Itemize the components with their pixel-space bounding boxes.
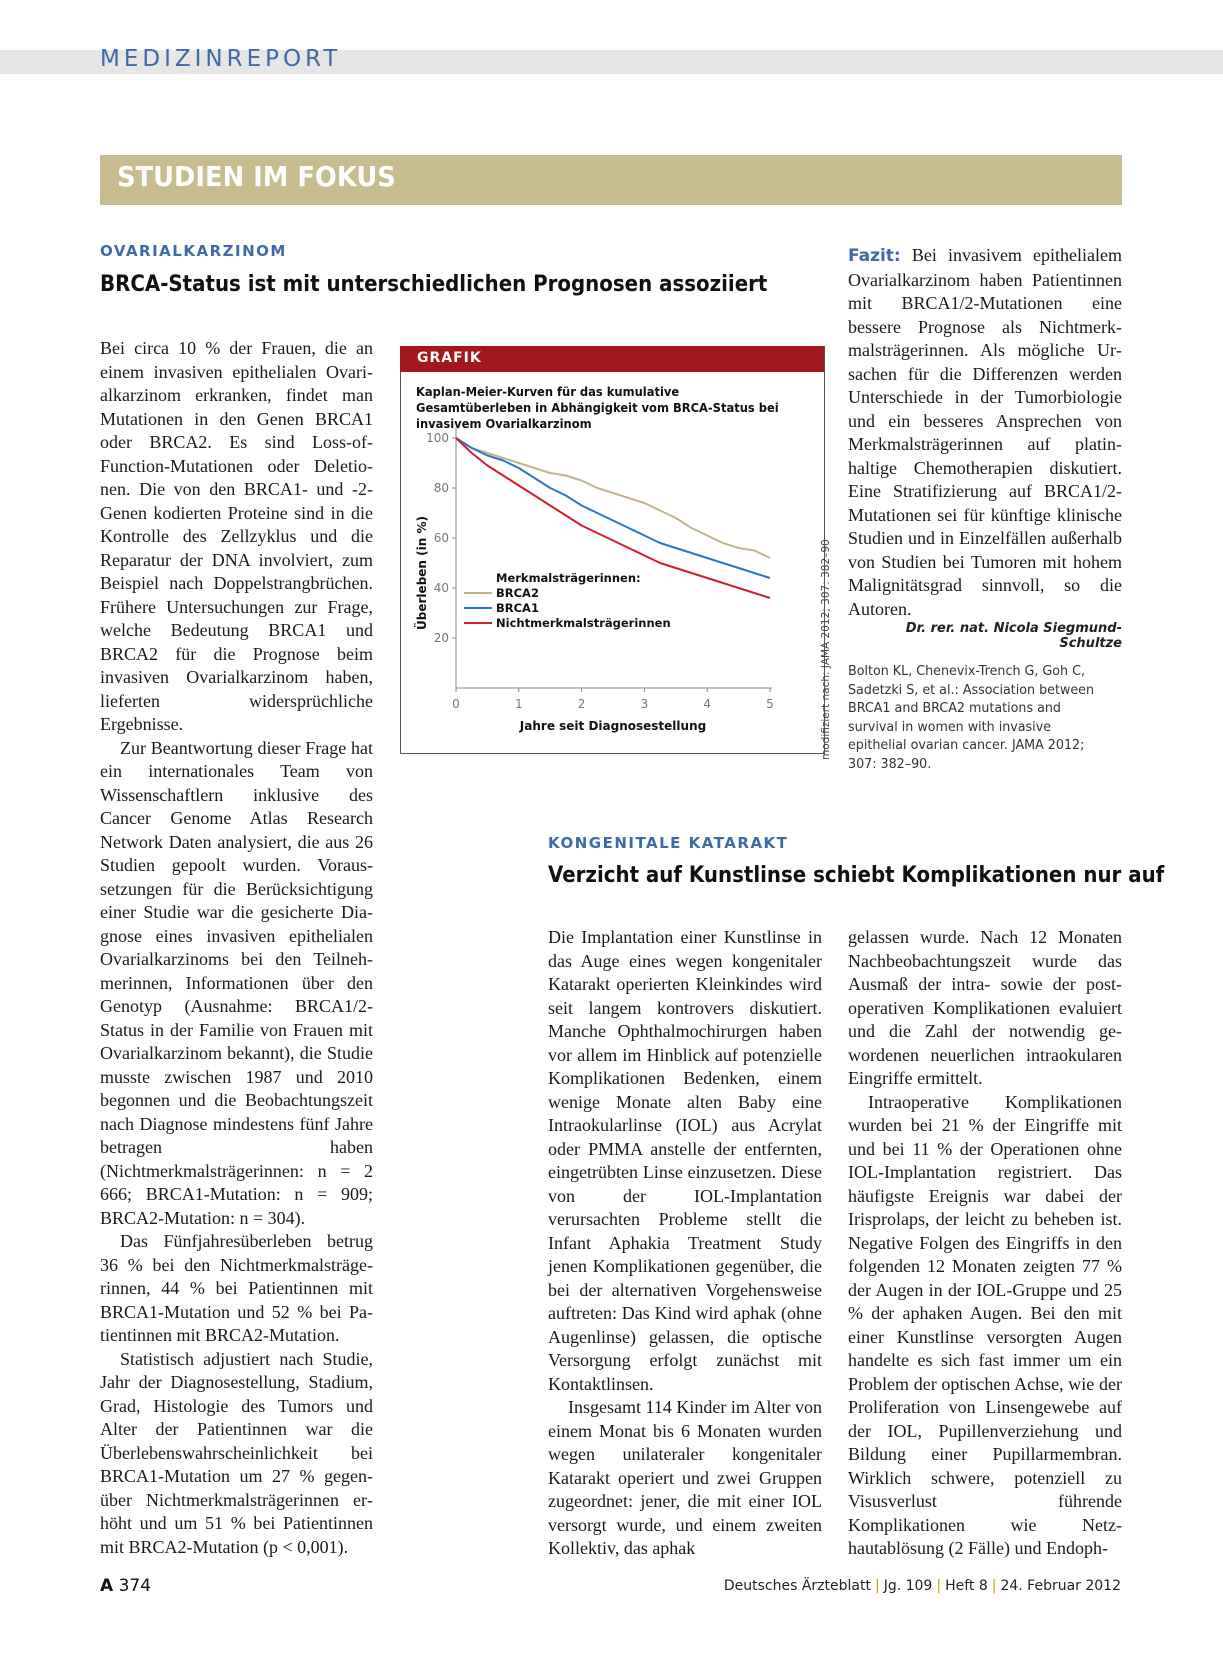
paragraph: Insgesamt 114 Kinder im Alter von einem Monat bis 6 Monaten wurden wegen unilateraler kongenitaler Katarakt operiert und zwei Gruppen zugeordnet: jener, die mit einer IOL versorgt wurde, und einem zweiten Kollektiv, das aphak — [548, 1397, 822, 1558]
page-letter: A — [100, 1576, 114, 1596]
article2-column-2 — [848, 926, 1122, 1561]
separator: | — [936, 1578, 942, 1594]
section-label: MEDIZINREPORT — [100, 46, 342, 72]
legend-label: BRCA1 — [496, 601, 539, 615]
chart-source: modifiziert nach: JAMA 2012; 307: 382–90 — [820, 539, 832, 760]
chart-caption: Kaplan-Meier-Kurven für das kumulative Gesamtüberleben in Abhängigkeit vom BRCA-Status bei invasivem Ovarialkarzinom — [416, 384, 779, 431]
article2-kicker: KONGENITALE KATARAKT — [548, 834, 789, 852]
y-tick-label: 60 — [433, 531, 449, 545]
y-axis-label: Überleben (in %) — [415, 516, 429, 630]
paragraph: Die Implantation einer Kunstlinse in das Auge eines wegen kongenitaler Katarakt operierten Kleinkindes wird seit langem kontrovers diskutiert. Manche Ophthalmochirurgen haben vor allem im Hinblick auf potenzielle Komplikationen Bedenken, einem wenige Monate alten Baby eine Intraokularlinse (IOL) aus Acrylat oder PMMA anstelle der entfernten, eingetrübten Linse einzusetzen. Diese von der IOL-Implantation verursachten Probleme stellt die Infant Aphakia Treatment Study jenen Komplikationen gegenüber, die bei der alternativen Vorgehensweise auftreten: Das Kind wird aphak (ohne Augenlinse) gelassen, die optische Versorgung erfolgt zunächst mit Kontaktlinsen. — [548, 927, 822, 1394]
journal-issue: Heft 8 — [945, 1578, 988, 1594]
y-tick-label: 20 — [433, 631, 449, 645]
legend-label: Nichtmerkmalsträgerinnen — [496, 616, 671, 630]
paragraph: gelassen wurde. Nach 12 Monaten Nachbeobachtungszeit wurde das Ausmaß der intra- sowie der postoperativen Komplikationen evaluiert und die Zahl der notwendig gewordenen neuerlichen intraokularen Eingriffe ermittelt. — [848, 927, 1122, 1088]
paragraph: Zur Beantwortung dieser Frage hat ein internationales Team von Wissenschaftlern inklusive des Cancer Genome Atlas Research Network Daten analysiert, die aus 26 Studien gepoolt wurden. Voraussetzungen für die Berücksichtigung einer Studie war die gesicherte Diagnose eines invasiven epithelialen Ovarialkarzinoms bei den Teilnehmerinnen, Informationen über den Genotyp (Ausnahme: BRCA1/2-Status in der Familie von Frauen mit Ovarialkarzinom bekannt), die Studie musste zwischen 1987 und 2010 begonnen und die Beobachtungszeit nach Diagnose mindestens fünf Jahre betragen haben (Nichtmerkmalsträgerinnen: n = 2 666; BRCA1-Mutation: n = 909; BRCA2-Mutation: n = 304). — [100, 737, 373, 1228]
x-tick-label: 4 — [703, 697, 712, 711]
reference: Bolton KL, Chenevix-Trench G, Goh C, Sadetzki S, et al.: Association between BRCA1 and BRCA2 mutations and survival in women with invasive epithelial ovarian cancer. JAMA 2012; 307: 382–90. — [848, 663, 1095, 772]
y-tick-label: 80 — [433, 481, 449, 495]
x-axis-label: Jahre seit Diagnosestellung — [519, 719, 707, 733]
journal-info — [724, 1578, 1121, 1594]
journal-date: 24. Februar 2012 — [1000, 1578, 1121, 1594]
kaplan-meier-chart — [400, 346, 824, 754]
page-number-value: 374 — [113, 1576, 152, 1596]
banner-title: STUDIEN IM FOKUS — [117, 160, 396, 193]
chart-header-label: GRAFIK — [417, 350, 482, 366]
paragraph: Das Fünfjahresüberleben betrug 36 % bei den Nichtmerkmalsträgerinnen, 44 % bei Patientinnen mit BRCA1-Mutation und 52 % bei Patientinnen mit BRCA2-Mutation. — [100, 1231, 373, 1345]
x-tick-label: 1 — [514, 697, 523, 711]
article1-headline: BRCA-Status ist mit unterschiedlichen Prognosen assoziiert — [100, 272, 768, 297]
x-tick-label: 0 — [452, 697, 460, 711]
y-tick-label: 40 — [433, 581, 449, 595]
article2-headline: Verzicht auf Kunstlinse schiebt Komplikationen nur auf — [548, 863, 1165, 888]
fazit-text: Bei invasivem epithelialem Ovarialkarzinom haben Patientinnen mit BRCA1/2-Mutationen eine bessere Prognose als Nichtmerkmalsträgerinnen. Als mögliche Ursachen für die Differenzen werden Unterschiede in der Tumorbiologie und ein besseres Ansprechen von Merkmalsträgerinnen auf platinhaltige Chemotherapien diskutiert. Eine Stratifizierung auf BRCA1/2-Mutationen sei für künftige klinische Studien und in Einzelfällen außerhalb von Studien bei Tumoren mit hohem Malignitätsgrad sinnvoll, so die Autoren. — [848, 245, 1122, 619]
x-tick-label: 2 — [577, 697, 586, 711]
paragraph: Intraoperative Komplikationen wurden bei 21 % der Eingriffe mit und bei 11 % der Operationen ohne IOL-Implantation registriert. Das häufigste Ereignis war dabei der Irisprolaps, der leicht zu beheben ist. Negative Folgen des Eingriffs in den folgenden 12 Monaten zeigten 77 % der Augen in der IOL-Gruppe und 25 % der aphaken Augen. Bei den mit einer Kunstlinse versorgten Augen handelte es sich fast immer um ein Problem der optischen Achse, wie der Proliferation von Linsengewebe auf der IOL, Pupillenverziehung und Bildung einer Pupillarmembran. Wirklich schwere, potenziell zu Visusverlust führende Komplikationen wie Netzhautablösung (2 Fälle) und Endoph- — [848, 1091, 1122, 1558]
paragraph: Statistisch adjustiert nach Studie, Jahr der Diagnosestellung, Stadium, Grad, Histologie des Tumors und Alter der Patientinnen war die Überlebenswahrscheinlichkeit bei BRCA1-Mutation um 27 % gegenüber Nichtmerkmalsträgerinnen erhöht und um 51 % bei Patientinnen mit BRCA2-Mutation (p < 0,001). — [100, 1348, 373, 1557]
separator: | — [991, 1578, 997, 1594]
journal-name: Deutsches Ärzteblatt — [723, 1578, 871, 1594]
paragraph: Bei circa 10 % der Frauen, die an einem invasiven epithelialen Ovarialkarzinom erkranken, findet man Mutationen in den Genen BRCA1 oder BRCA2. Es sind Loss-of-Function-Mutationen oder Deletionen. Die von den BRCA1- und -2-Genen kodierten Proteine sind in die Kontrolle des Zellzyklus und die Reparatur der DNA involviert, zum Beispiel nach Doppelstrangbrüchen. Frühere Untersuchungen zur Frage, welche Bedeutung BRCA1 und BRCA2 für die Prognose beim invasiven Ovarialkarzinom haben, lieferten widersprüchliche Ergebnisse. — [100, 338, 373, 734]
article1-column — [100, 337, 373, 1559]
separator: | — [874, 1578, 880, 1594]
article2-column-1 — [548, 926, 822, 1561]
legend-title: Merkmalsträgerinnen: — [496, 571, 641, 585]
y-tick-label: 100 — [426, 431, 449, 445]
x-tick-label: 3 — [640, 697, 649, 711]
fazit-label: Fazit: — [848, 246, 901, 266]
journal-volume: Jg. 109 — [883, 1578, 933, 1594]
page-number — [100, 1576, 151, 1596]
author: Dr. rer. nat. Nicola Siegmund-Schultze — [905, 621, 1122, 651]
fazit-box — [848, 244, 1122, 621]
x-tick-label: 5 — [766, 697, 774, 711]
article1-kicker: OVARIALKARZINOM — [100, 242, 287, 260]
legend-label: BRCA2 — [496, 586, 539, 600]
